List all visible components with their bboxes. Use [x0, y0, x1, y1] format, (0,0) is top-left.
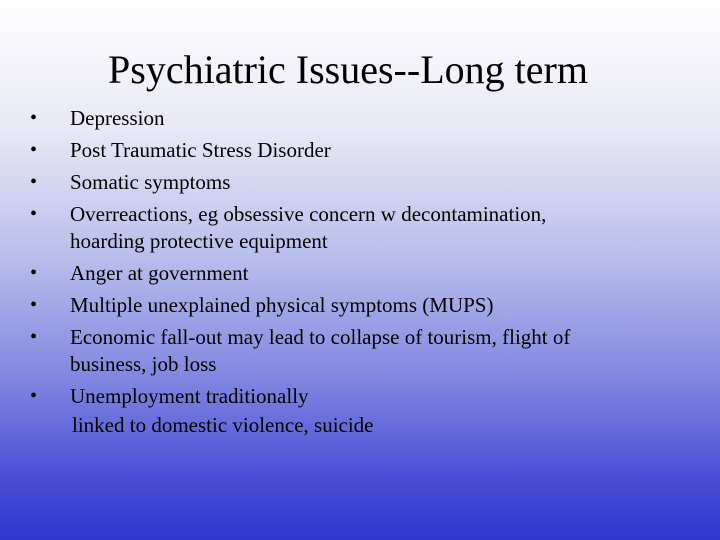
- bullet-list: [30, 105, 670, 410]
- bullet-item-overreactions: [30, 201, 670, 255]
- bullet-marker-icon: •: [30, 326, 38, 348]
- bullet-item-mups: [30, 292, 670, 319]
- bullet-item-somatic: [30, 169, 670, 196]
- bullet-marker-icon: •: [30, 139, 38, 161]
- bullet-text: Multiple unexplained physical symptoms (MUPS): [70, 293, 494, 317]
- slide-title: Psychiatric Issues--Long term: [108, 47, 588, 92]
- bullet-marker-icon: •: [30, 294, 38, 316]
- bullet-marker-icon: •: [30, 262, 38, 284]
- bullet-marker-icon: •: [30, 385, 38, 407]
- bullet-text: Economic fall-out may lead to collapse of tourism, flight of business, job loss: [70, 325, 571, 376]
- bullet-item-unemployment: [30, 383, 670, 410]
- bullet-text: Depression: [70, 106, 165, 130]
- bullet-item-anger: [30, 260, 670, 287]
- bullet-continuation-text: linked to domestic violence, suicide: [72, 413, 374, 437]
- bullet-text: Post Traumatic Stress Disorder: [70, 138, 331, 162]
- bullet-item-economic: [30, 324, 670, 378]
- bullet-item-depression: [30, 105, 670, 132]
- bullet-text: Somatic symptoms: [70, 170, 231, 194]
- bullet-marker-icon: •: [30, 171, 38, 193]
- bullet-marker-icon: •: [30, 203, 38, 225]
- bullet-item-ptsd: [30, 137, 670, 164]
- bullet-text: Overreactions, eg obsessive concern w decontamination, hoarding protective equipment: [70, 202, 547, 253]
- bullet-text: Unemployment traditionally: [70, 384, 309, 408]
- bullet-text: Anger at government: [70, 261, 249, 285]
- bullet-marker-icon: •: [30, 107, 38, 129]
